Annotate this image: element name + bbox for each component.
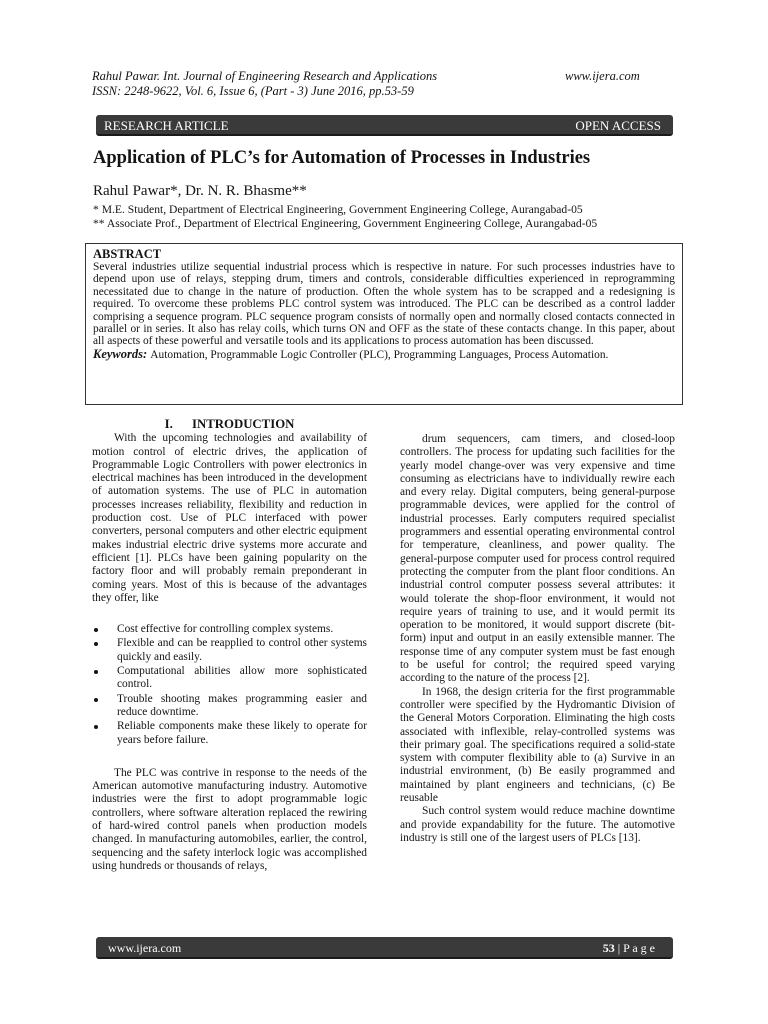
paper-title: Application of PLC’s for Automation of Processes in Industries	[93, 148, 591, 168]
affiliation-1: * M.E. Student, Department of Electrical Engineering, Government Engineering College, Aurangabad-05	[93, 203, 583, 216]
left-column	[92, 418, 367, 873]
intro-paragraph-2: The PLC was contrive in response to the needs of the American automotive manufacturing industry. Automotive industries were the first to adopt programmable logic controllers, where software alteration replaced the rewiring of hard-wired control panels when production models changed. In manufacturing automobiles, earlier, the control, sequencing and the safety interlock logic was accomplished using hundreds or thousands of relays,	[92, 766, 367, 872]
intro-paragraph-1: With the upcoming technologies and availability of motion control of electric drives, the application of Programmable Logic Controllers with power electronics in electrical machines has been introduced in the development of automation systems. The use of PLC in automation processes increases reliability, flexibility and reduction in production cost. Use of PLC interfaced with power converters, personal computers and other electric equipment makes industrial electric drive systems more accurate and efficient [1]. PLCs have been gaining popularity on the factory floor and will probably remain preponderant in coming years. Most of this is because of the advantages they offer, like	[92, 432, 367, 604]
list-item: Computational abilities allow more sophisticated control.	[92, 665, 367, 692]
bullet-icon	[94, 725, 98, 729]
bullet-icon	[94, 698, 98, 702]
keywords-text: Automation, Programmable Logic Controller (PLC), Programming Languages, Process Automation.	[150, 348, 609, 361]
right-paragraph-2: In 1968, the design criteria for the first programmable controller were specified by the Hydromantic Division of the General Motors Corporation. Eliminating the high costs associated with inflexible, relay-controlled systems was their primary goal. The specifications required a solid-state system with computer flexibility able to (a) Survive in an industrial environment, (b) Be easily programmed and maintained by plant engineers and technicians, (c) Be reusable	[400, 685, 675, 805]
abstract-heading: ABSTRACT	[93, 247, 162, 261]
affiliation-2: ** Associate Prof., Department of Electrical Engineering, Government Engineering College, Aurangabad-05	[93, 217, 598, 230]
right-paragraph-1: drum sequencers, cam timers, and closed-loop controllers. The process for updating such facilities for the yearly model change-over was very expensive and time consuming as electricians have to individually rewire each and every relay. Digital computers, being general-purpose programmable devices, were applied for the control of industrial processes. Early computers required specialist programmers and essential operating environmental control for temperature, cleanliness, and power quality. The general-purpose computer used for process control required protecting the computer from the plant floor conditions. An industrial control computer possess several attributes: it would tolerate the shop-floor environment, it would not require years of training to use, and it would permit its operation to be monitored, it would support discrete (bit-form) input and output in an easily extensible manner. The response time of any computer system must be fast enough to be useful for control; the required speed varying according to the nature of the process [2].	[400, 433, 675, 685]
right-paragraph-3: Such control system would reduce machine downtime and provide expandability for the future. The automotive industry is still one of the largest users of PLCs [13].	[400, 805, 675, 844]
keywords-label: Keywords	[93, 346, 143, 361]
journal-issn: ISSN: 2248-9622, Vol. 6, Issue 6, (Part - 3) June 2016, pp.53-59	[92, 84, 414, 98]
abstract-box	[85, 243, 683, 405]
footer-website[interactable]: www.ijera.com	[108, 941, 182, 955]
section-heading	[92, 418, 367, 431]
bullet-icon	[94, 628, 98, 632]
right-column	[400, 433, 675, 845]
page-number-label	[603, 937, 655, 959]
page-footer	[96, 937, 673, 959]
section-title: INTRODUCTION	[192, 417, 295, 431]
open-access-label: OPEN ACCESS	[575, 118, 661, 133]
research-article-label: RESEARCH ARTICLE	[104, 118, 229, 133]
abstract-text: Several industries utilize sequential industrial process which is respective in nature. For such processes industries have to depend upon use of relays, stepping drum, timers and controls, considerable difficulties experienced in reprogramming necessitated due to change in the nature of production. Often the whole system has to be scrapped and a redesigning is required. To overcome these problems PLC control system was introduced. The PLC can be described as a control ladder comprising a sequence program. PLC sequence program consists of normally open and normally closed contacts connected in parallel or in series. It also has relay coils, which turns ON and OFF as the state of these contacts change. In this paper, about all aspects of these powerful and versatile tools and its applications to process automation has been discussed.	[93, 261, 675, 348]
bullet-icon	[94, 670, 98, 674]
journal-citation: Rahul Pawar. Int. Journal of Engineering Research and Applications	[92, 69, 438, 83]
page-number: 53	[602, 941, 615, 955]
section-number: I.	[164, 417, 173, 431]
bullet-icon	[94, 642, 98, 646]
list-item: Flexible and can be reapplied to control other systems quickly and easily.	[92, 637, 367, 664]
journal-website[interactable]: www.ijera.com	[565, 69, 640, 83]
list-item: Trouble shooting makes programming easier and reduce downtime.	[92, 693, 367, 720]
keywords-row: Keywords: Automation, Programmable Logic Controller (PLC), Programming Languages, Process Automation.	[93, 346, 609, 361]
list-item: Cost effective for controlling complex systems.	[92, 623, 367, 636]
paper-authors: Rahul Pawar*, Dr. N. R. Bhasme**	[93, 183, 307, 199]
page-label: | P a g e	[614, 941, 655, 955]
advantages-list	[92, 623, 367, 747]
article-type-banner	[96, 115, 673, 136]
list-item: Reliable components make these likely to operate for years before failure.	[92, 720, 367, 747]
